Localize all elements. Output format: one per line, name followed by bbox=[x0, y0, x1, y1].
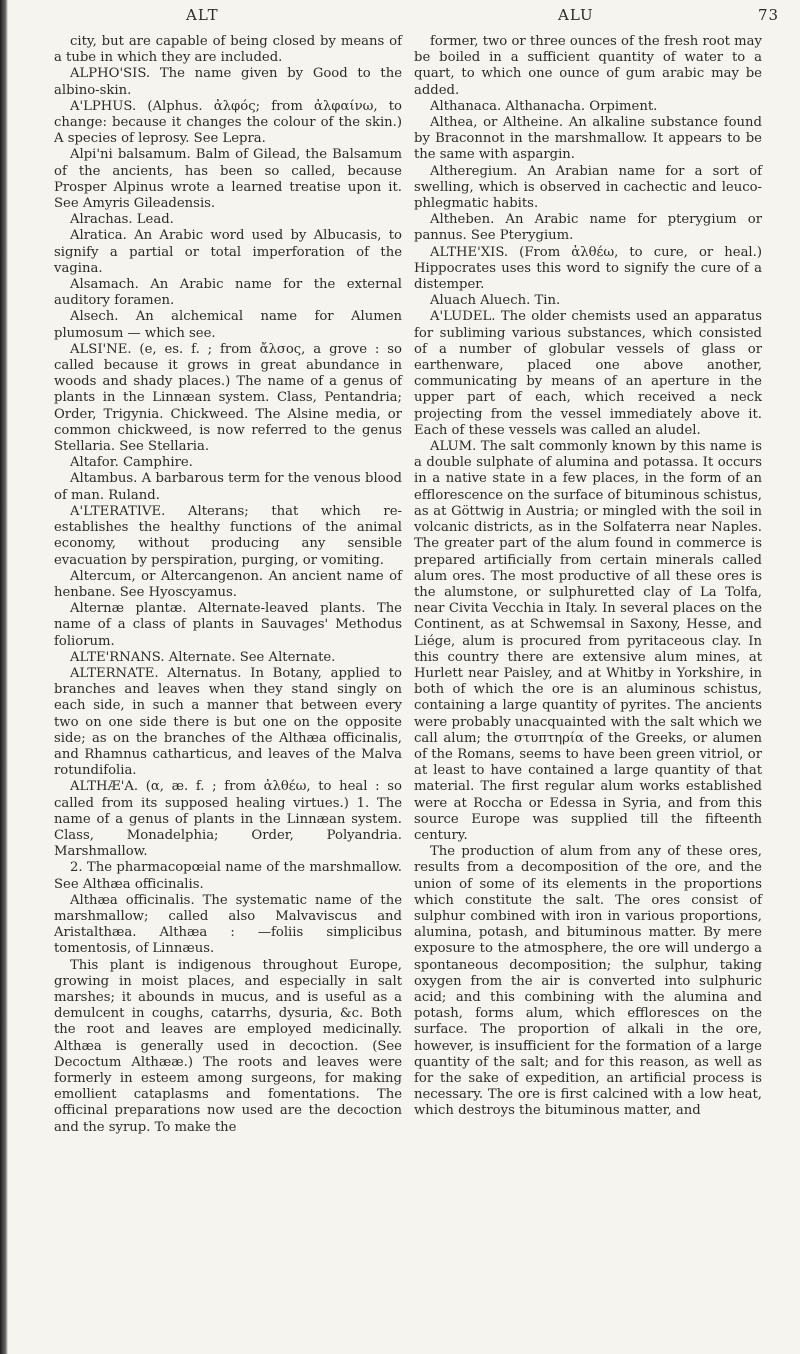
entry-aludel: A'LUDEL. The older chemists used an apparatus for subliming various substances, which consisted of a number of globular vessels of glass or earthenware, placed one above another, communicating by means of an aperture in the upper part of each, which received a neck projecting from the vessel immediately above it. Each of these vessels was called an aludel. bbox=[414, 309, 762, 438]
entry-paragraph: This plant is indigenous throughout Europe, growing in moist places, and especially in salt marshes; it abounds in mucus, and is useful as a demulcent in coughs, catarrhs, dysuria, &c. Both the root and leaves are employed medicinally. Althæa is generally used in decoction. (See Decoctum Althææ.) The roots and leaves were formerly in esteem among surgeons, for making emollient cataplasms and fomentations. The officinal preparations now used are the decoction and the syrup. To make the bbox=[54, 957, 402, 1135]
entry-alpini-balsamum: Alpi'ni balsamum. Balm of Gilead, the Balsamum of the ancients, has been so called, because Prosper Alpinus wrote a learned treatise upon it. See Amyris Gileadensis. bbox=[54, 147, 402, 212]
entry-althanaca: Althanaca. Althanacha. Orpiment. bbox=[430, 98, 658, 114]
header-right-guide-word: ALU bbox=[558, 6, 594, 24]
entry-altercum: Altercum, or Altercangenon. An ancient name of henbane. See Hyoscyamus. bbox=[54, 568, 402, 600]
entry-althaea-2: 2. The pharmacopœial name of the marshmallow. See Althæa officinalis. bbox=[54, 860, 402, 892]
entry-altheben: Altheben. An Arabic name for pterygium or pannus. See Pterygium. bbox=[414, 212, 762, 244]
entry-alsech: Alsech. An alchemical name for Alumen plumosum — which see. bbox=[54, 309, 402, 341]
entry-paragraph: former, two or three ounces of the fresh root may be boiled in a sufficient quantity of water to a quart, to which one ounce of gum arabic may be added. bbox=[414, 34, 762, 98]
running-header bbox=[0, 6, 800, 30]
entry-alterative: A'LTERATIVE. Alterans; that which re-establishes the healthy functions of the animal economy, without producing any sensible evacuation by perspiration, purging, or vomiting. bbox=[54, 503, 402, 568]
entry-alsine: ALSI'NE. (e, es. f. ; from ἄλσος, a grove : so called because it grows in great abundance in woods and shady places.) The name of a genus of plants in the Linnæan system. Class, Pentandria; Order, Trigynia. Chickweed. The Alsine media, or common chickweed, is now referred to the genus Stellaria. See Stellaria. bbox=[54, 341, 402, 455]
entry-althexis: ALTHE'XIS. (From ἀλθέω, to cure, or heal.) Hippocrates uses this word to signify the cure of a distemper. bbox=[414, 244, 762, 293]
entry-altafor: Altafor. Camphire. bbox=[70, 455, 193, 471]
page-number: 73 bbox=[758, 6, 780, 24]
entry-alternate: ALTERNATE. Alternatus. In Botany, applied to branches and leaves when they stand singly on each side, in such a manner that between every two on one side there is but one on the opposite side; as on the branches of the Althæa officinalis, and Rhamnus catharticus, and leaves of the Malva rotundifolia. bbox=[54, 665, 402, 779]
entry-alrachas: Alrachas. Lead. bbox=[70, 212, 174, 228]
entry-althaea-officinalis: Althæa officinalis. The systematic name of the marshmallow; called also Malvaviscus and Aristalthæa. Althæa : —foliis simplicibus tomentosis, of Linnæus. bbox=[54, 892, 402, 957]
entry-altambus: Altambus. A barbarous term for the venous blood of man. Ruland. bbox=[54, 471, 402, 503]
entry-paragraph: The production of alum from any of these ores, results from a decomposition of the ore, and the union of some of its elements in the proportions which constitute the salt. The ores consist of sulphur combined with iron in various proportions, alumina, potash, and bituminous matter. By mere exposure to the atmosphere, the ore will undergo a spontaneous decomposition; the sulphur, taking oxygen from the air is converted into sulphuric acid; and this combining with the alumina and potash, forms alum, which effloresces on the surface. The proportion of alkali in the ore, however, is insufficient for the formation of a large quantity of the salt; and for this reason, as well as for the sake of expedition, an artificial process is necessary. The ore is first calcined with a low heat, which destroys the bituminous matter, and bbox=[414, 844, 762, 1119]
left-column bbox=[54, 34, 402, 1136]
page-edge-shadow bbox=[0, 0, 8, 1354]
entry-alsamach: Alsamach. An Arabic name for the external auditory foramen. bbox=[54, 277, 402, 309]
entry-alphus: A'LPHUS. (Alphus. ἀλφός; from ἀλφαίνω, to change: because it changes the colour of the skin.) A species of leprosy. See Lepra. bbox=[54, 98, 402, 147]
entry-alratica: Alratica. An Arabic word used by Albucasis, to signify a partial or total imperforation of the vagina. bbox=[54, 228, 402, 276]
entry-alternans: ALTE'RNANS. Alternate. See Alternate. bbox=[70, 649, 336, 665]
right-column bbox=[414, 34, 762, 1120]
entry-alternae-plantae: Alternæ plantæ. Alternate-leaved plants. The name of a class of plants in Sauvages' Methodus foliorum. bbox=[54, 601, 402, 649]
entry-paragraph: city, but are capable of being closed by means of a tube in which they are included. bbox=[54, 34, 402, 66]
entry-alphosis: ALPHO'SIS. The name given by Good to the albino-skin. bbox=[54, 66, 402, 98]
entry-alum: ALUM. The salt commonly known by this name is a double sulphate of alumina and potassa. It occurs in a native state in a few places, in the form of an efflorescence on the surface of bituminous schistus, as at Göttwig in Austria; or mingled with the soil in volcanic districts, as in the Solfaterra near Naples. The greater part of the alum found in commerce is prepared artificially from certain minerals called alum ores. The most productive of all these ores is the alumstone, or sulphuretted clay of La Tolfa, near Civita Vecchia in Italy. In several places on the Continent, as at Schwemsal in Saxony, Hesse, and Liége, alum is procured from pyritaceous clay. In this country there are extensive alum mines, at Hurlett near Paisley, and at Whitby in Yorkshire, in both of which the ore is an aluminous schistus, containing a large quantity of pyrites. The ancients were probably unacquainted with the salt which we call alum; the στυπτηρία of the Greeks, or alumen of the Romans, seems to have been green vitriol, or at least to have contained a large quantity of that material. The first regular alum works established were at Roccha or Edessa in Syria, and from this source Europe was supplied till the fifteenth century. bbox=[414, 439, 762, 843]
entry-althea: Althea, or Altheine. An alkaline substance found by Braconnot in the marshmallow. It appears to be the same with aspargin. bbox=[414, 115, 762, 163]
entry-altheregium: Altheregium. An Arabian name for a sort of swelling, which is observed in cachectic and leuco-phlegmatic habits. bbox=[414, 163, 762, 212]
header-left-guide-word: ALT bbox=[186, 6, 219, 24]
entry-aluach: Aluach Aluech. Tin. bbox=[430, 293, 561, 309]
entry-althaea: ALTHÆ'A. (α, æ. f. ; from ἀλθέω, to heal : so called from its supposed healing virtues.) 1. The name of a genus of plants in the Linnæan system. Class, Monadelphia; Order, Polyandria. Marshmallow. bbox=[54, 779, 402, 860]
